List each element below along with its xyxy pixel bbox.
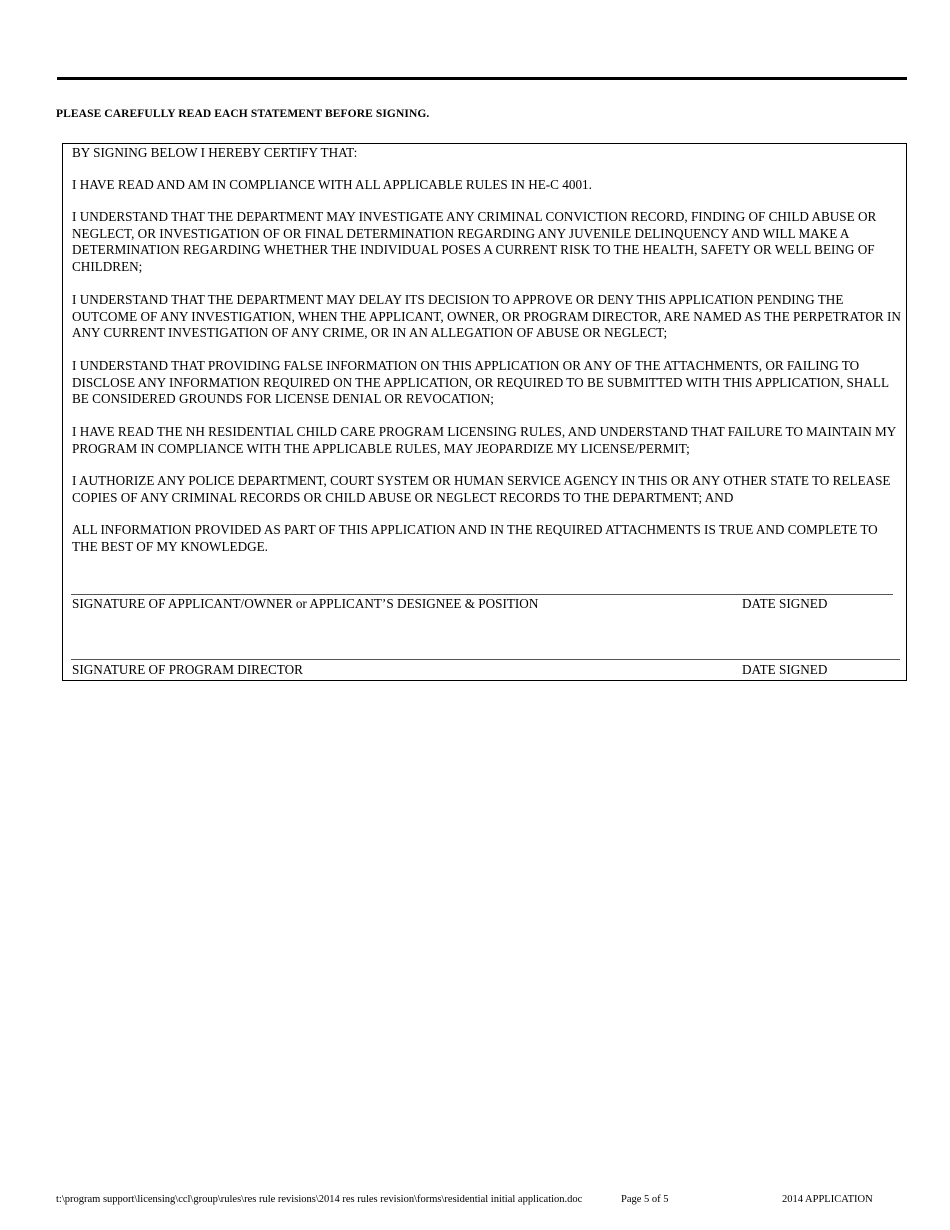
top-rule [57,77,907,80]
director-signature-label: SIGNATURE OF PROGRAM DIRECTOR [72,662,303,677]
footer-document-label: 2014 APPLICATION [782,1194,873,1205]
applicant-signature-line[interactable] [71,594,893,595]
certification-statement: I UNDERSTAND THAT THE DEPARTMENT MAY DELAY ITS DECISION TO APPROVE OR DENY THIS APPLICATION PENDING THE OUTCOME OF ANY INVESTIGATION, WHEN THE APPLICANT, OWNER, OR PROGRAM DIRECTOR, ARE NAMED AS THE PERPETRATOR IN ANY CURRENT INVESTIGATION OF ANY CRIME, OR IN AN ALLEGATION OF ABUSE OR NEGLECT; [72,292,901,340]
certification-statement: I HAVE READ THE NH RESIDENTIAL CHILD CARE PROGRAM LICENSING RULES, AND UNDERSTAND THAT FAILURE TO MAINTAIN MY PROGRAM IN COMPLIANCE WITH THE APPLICABLE RULES, MAY JEOPARDIZE MY LICENSE/PERMIT; [72,424,896,456]
certification-intro: BY SIGNING BELOW I HEREBY CERTIFY THAT: [72,145,358,160]
certification-statement: I AUTHORIZE ANY POLICE DEPARTMENT, COURT SYSTEM OR HUMAN SERVICE AGENCY IN THIS OR ANY OTHER STATE TO RELEASE COPIES OF ANY CRIMINAL RECORDS OR CHILD ABUSE OR NEGLECT RECORDS TO THE DEPARTMENT; AND [72,473,891,505]
footer-page-number: Page 5 of 5 [621,1194,669,1205]
certification-statement: I HAVE READ AND AM IN COMPLIANCE WITH ALL APPLICABLE RULES IN HE-C 4001. [72,177,592,192]
certification-statement: I UNDERSTAND THAT PROVIDING FALSE INFORMATION ON THIS APPLICATION OR ANY OF THE ATTACHMENTS, OR FAILING TO DISCLOSE ANY INFORMATION REQUIRED ON THE APPLICATION, OR REQUIRED TO BE SUBMITTED WITH THIS APPLICATION, SHALL BE CONSIDERED GROUNDS FOR LICENSE DENIAL OR REVOCATION; [72,358,889,406]
footer-file-path: t:\program support\licensing\ccl\group\rules\res rule revisions\2014 res rules revision\forms\residential initial application.doc [56,1194,583,1205]
certification-box [62,143,907,681]
director-date-label: DATE SIGNED [742,662,828,677]
instruction-heading: PLEASE CAREFULLY READ EACH STATEMENT BEFORE SIGNING. [56,108,430,120]
applicant-date-label: DATE SIGNED [742,596,828,611]
director-signature-line[interactable] [71,659,900,660]
certification-statement: I UNDERSTAND THAT THE DEPARTMENT MAY INVESTIGATE ANY CRIMINAL CONVICTION RECORD, FINDING OF CHILD ABUSE OR NEGLECT, OR INVESTIGATION OF OR FINAL DETERMINATION REGARDING ANY JUVENILE DELINQUENCY AND WILL MAKE A DETERMINATION REGARDING WHETHER THE INDIVIDUAL POSES A CURRENT RISK TO THE HEALTH, SAFETY OR WELL BEING OF CHILDREN; [72,209,877,274]
certification-statement: ALL INFORMATION PROVIDED AS PART OF THIS APPLICATION AND IN THE REQUIRED ATTACHMENTS IS TRUE AND COMPLETE TO THE BEST OF MY KNOWLEDGE. [72,522,878,554]
applicant-signature-label: SIGNATURE OF APPLICANT/OWNER or APPLICANT’S DESIGNEE & POSITION [72,596,539,611]
